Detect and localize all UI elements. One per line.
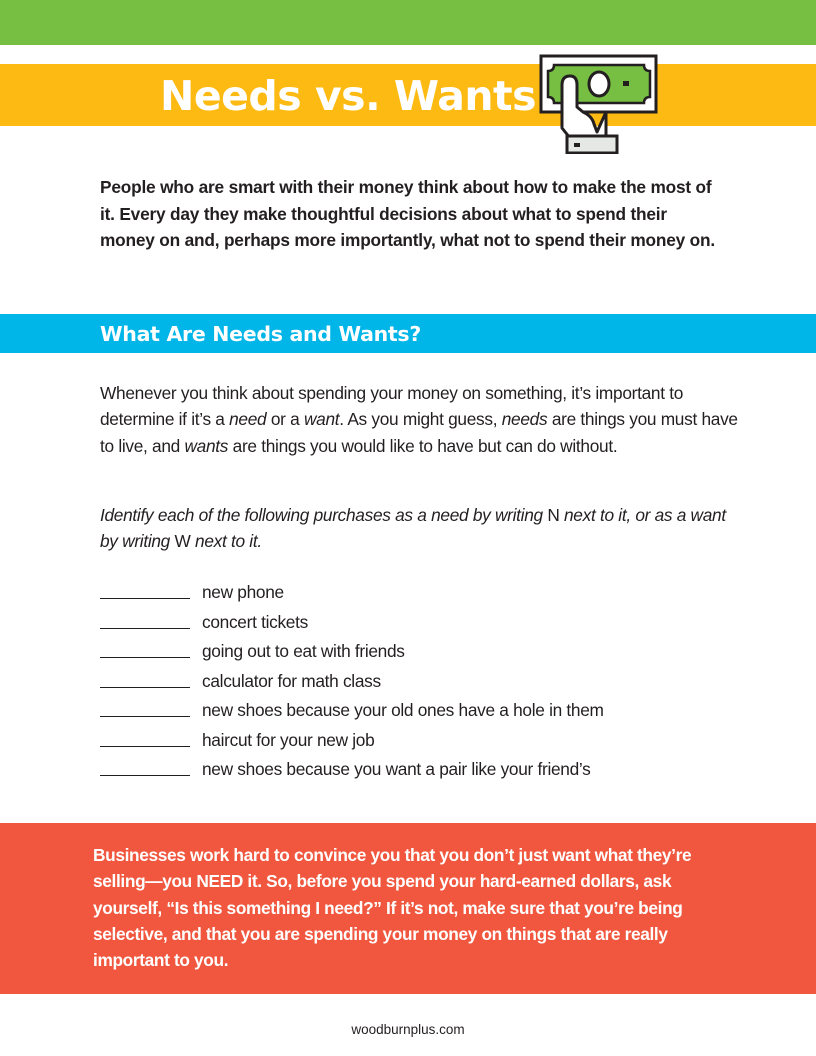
checklist-item: [100, 609, 604, 639]
answer-blank[interactable]: [100, 579, 190, 599]
text-span: . As you might guess,: [339, 409, 502, 430]
checklist-item: [100, 638, 604, 668]
item-label: concert tickets: [202, 611, 308, 632]
text-span: Whenever you think about spending your money on something, it’s important to determine if it’s a: [100, 383, 684, 430]
emphasis-need: need: [229, 409, 267, 430]
answer-blank[interactable]: [100, 638, 190, 658]
emphasis-wants: wants: [184, 435, 229, 456]
item-label: going out to eat with friends: [202, 641, 405, 661]
answer-blank[interactable]: [100, 668, 190, 688]
section-title: What Are Needs and Wants?: [100, 322, 421, 346]
item-label: new shoes because your old ones have a hole in them: [202, 700, 604, 720]
letter-n: N: [547, 505, 560, 525]
answer-blank[interactable]: [100, 697, 190, 717]
checklist-item: [100, 579, 604, 609]
letter-w: W: [174, 531, 191, 552]
text-span: Identify each of the following purchases as a need by writing: [100, 505, 548, 525]
hand-holding-money-icon: [536, 52, 662, 154]
text-span: next to it.: [190, 531, 262, 552]
text-span: are things you must have to live, and: [100, 409, 738, 456]
text-span: next to it, or as a want by writing: [100, 505, 726, 552]
text-span: are things you would like to have but can do without.: [228, 435, 618, 456]
answer-blank[interactable]: [100, 609, 190, 629]
instructions: [100, 502, 740, 555]
answer-blank[interactable]: [100, 727, 190, 747]
footer-site-link[interactable]: woodburnplus.com: [351, 1022, 465, 1037]
checklist-item: [100, 668, 604, 698]
top-green-band: [0, 0, 816, 45]
emphasis-needs: needs: [501, 409, 548, 430]
page-title: Needs vs. Wants: [160, 72, 537, 120]
definition-paragraph: [100, 380, 740, 459]
checklist-item: [100, 697, 604, 727]
checklist-item: [100, 727, 604, 757]
item-label: new phone: [202, 582, 284, 602]
checklist-item: [100, 756, 604, 786]
emphasis-want: want: [303, 409, 340, 430]
intro-paragraph: People who are smart with their money think about how to make the most of it. Every day they make thoughtful decisions about what to spend their money on and, perhaps more importantly, what not to spend their money on.: [100, 177, 715, 250]
answer-blank[interactable]: [100, 756, 190, 776]
text-span: or a: [266, 409, 304, 430]
callout-text: Businesses work hard to convince you that you don’t just want what they’re selling—you NEED it. So, before you spend your hard-earned dollars, ask yourself, “Is this something I need?” If it’s not, make sure that you’re being selective, and that you are spending your money on things that are really important to you.: [93, 845, 692, 971]
purchase-checklist: [100, 579, 604, 786]
item-label: new shoes because you want a pair like your friend’s: [202, 759, 591, 779]
item-label: calculator for math class: [202, 670, 381, 691]
item-label: haircut for your new job: [202, 729, 375, 750]
